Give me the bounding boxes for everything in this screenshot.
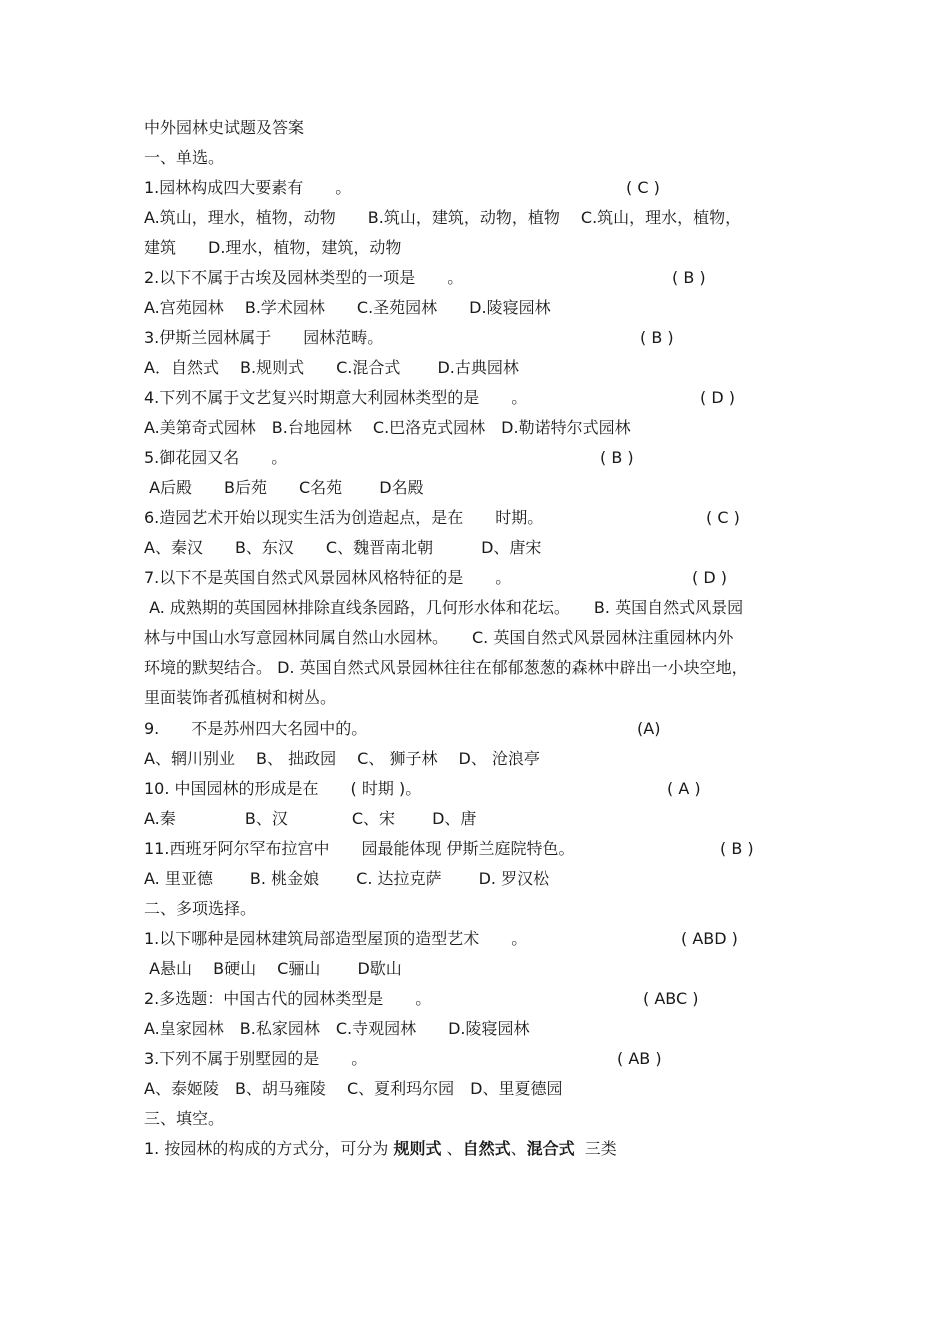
question-stem: 1.园林构成四大要素有 。 — [144, 178, 352, 197]
document-title: 中外园林史试题及答案 — [144, 118, 305, 137]
fill-in-question — [144, 1134, 617, 1164]
question-options: A悬山 B硬山 C骊山 D歇山 — [144, 959, 402, 978]
question-options: 里面装饰者孤植树和树丛。 — [144, 688, 337, 707]
answer: ( C ) — [706, 508, 740, 527]
question-stem: 3.伊斯兰园林属于 园林范畴。 — [144, 328, 384, 347]
answer: ( D ) — [700, 388, 735, 407]
answer: ( B ) — [720, 839, 754, 858]
section-heading-fill-in: 三、填空。 — [144, 1109, 225, 1128]
answer: (A) — [637, 719, 661, 738]
question-options: A.秦 B、汉 C、宋 D、唐 — [144, 809, 477, 828]
answer: ( AB ) — [617, 1049, 662, 1068]
fill-in-answer: 混合式 — [526, 1139, 575, 1158]
question-stem: 2.多选题：中国古代的园林类型是 。 — [144, 989, 432, 1008]
question-stem: 6.造园艺术开始以现实生活为创造起点，是在 时期。 — [144, 508, 544, 527]
question-stem: 3.下列不属于别墅园的是 。 — [144, 1049, 368, 1068]
question-stem: 10. 中国园林的形成是在 ( 时期 )。 — [144, 779, 422, 798]
question-options: A、泰姬陵 B、胡马雍陵 C、夏利玛尔园 D、里夏德园 — [144, 1079, 563, 1098]
question-options: 环境的默契结合。 D. 英国自然式风景园林往往在郁郁葱葱的森林中辟出一小块空地， — [144, 658, 748, 677]
answer: ( ABC ) — [643, 989, 699, 1008]
question-options: A. 里亚德 B. 桃金娘 C. 达拉克萨 D. 罗汉松 — [144, 869, 550, 888]
question-options: A.筑山，理水，植物，动物 B.筑山，建筑，动物，植物 C.筑山，理水，植物， — [144, 208, 742, 227]
question-options: A．自然式 B.规则式 C.混合式 D.古典园林 — [144, 358, 519, 377]
fill-in-text: 1. 按园林的构成的方式分，可分为 — [144, 1139, 394, 1158]
question-options: 建筑 D.理水，植物，建筑，动物 — [144, 238, 402, 257]
answer: ( ABD ) — [681, 929, 738, 948]
answer: ( B ) — [640, 328, 674, 347]
fill-in-answer: 自然式 — [462, 1139, 511, 1158]
answer: ( B ) — [672, 268, 706, 287]
fill-in-text: 三类 — [574, 1139, 617, 1158]
question-stem: 11.西班牙阿尔罕布拉宫中 园最能体现 伊斯兰庭院特色。 — [144, 839, 575, 858]
question-options: A、辋川别业 B、 拙政园 C、 狮子林 D、 沧浪亭 — [144, 749, 540, 768]
question-options: A. 成熟期的英国园林排除直线条园路，几何形水体和花坛。 B. 英国自然式风景园 — [144, 598, 744, 617]
question-stem: 9. 不是苏州四大名园中的。 — [144, 719, 368, 738]
fill-in-text: 、 — [510, 1139, 527, 1158]
question-options: A后殿 B后苑 C名苑 D名殿 — [144, 478, 424, 497]
question-options: A.宫苑园林 B.学术园林 C.圣苑园林 D.陵寝园林 — [144, 298, 551, 317]
question-stem: 2.以下不属于古埃及园林类型的一项是 。 — [144, 268, 464, 287]
question-stem: 1.以下哪种是园林建筑局部造型屋顶的造型艺术 。 — [144, 929, 528, 948]
question-stem: 4.下列不属于文艺复兴时期意大利园林类型的是 。 — [144, 388, 528, 407]
section-heading-multiple-choice: 二、多项选择。 — [144, 899, 257, 918]
question-options: A、秦汉 B、东汉 C、魏晋南北朝 D、唐宋 — [144, 538, 542, 557]
answer: ( A ) — [667, 779, 701, 798]
question-stem: 5.御花园又名 。 — [144, 448, 288, 467]
fill-in-answer: 规则式 — [393, 1139, 442, 1158]
answer: ( D ) — [692, 568, 727, 587]
question-options: 林与中国山水写意园林同属自然山水园林。 C. 英国自然式风景园林注重园林内外 — [144, 628, 734, 647]
section-heading-single-choice: 一、单选。 — [144, 148, 225, 167]
question-options: A.美第奇式园林 B.台地园林 C.巴洛克式园林 D.勒诺特尔式园林 — [144, 418, 631, 437]
answer: ( B ) — [600, 448, 634, 467]
answer: ( C ) — [626, 178, 660, 197]
question-stem: 7.以下不是英国自然式风景园林风格特征的是 。 — [144, 568, 512, 587]
fill-in-text: 、 — [441, 1139, 463, 1158]
question-options: A.皇家园林 B.私家园林 C.寺观园林 D.陵寝园林 — [144, 1019, 530, 1038]
